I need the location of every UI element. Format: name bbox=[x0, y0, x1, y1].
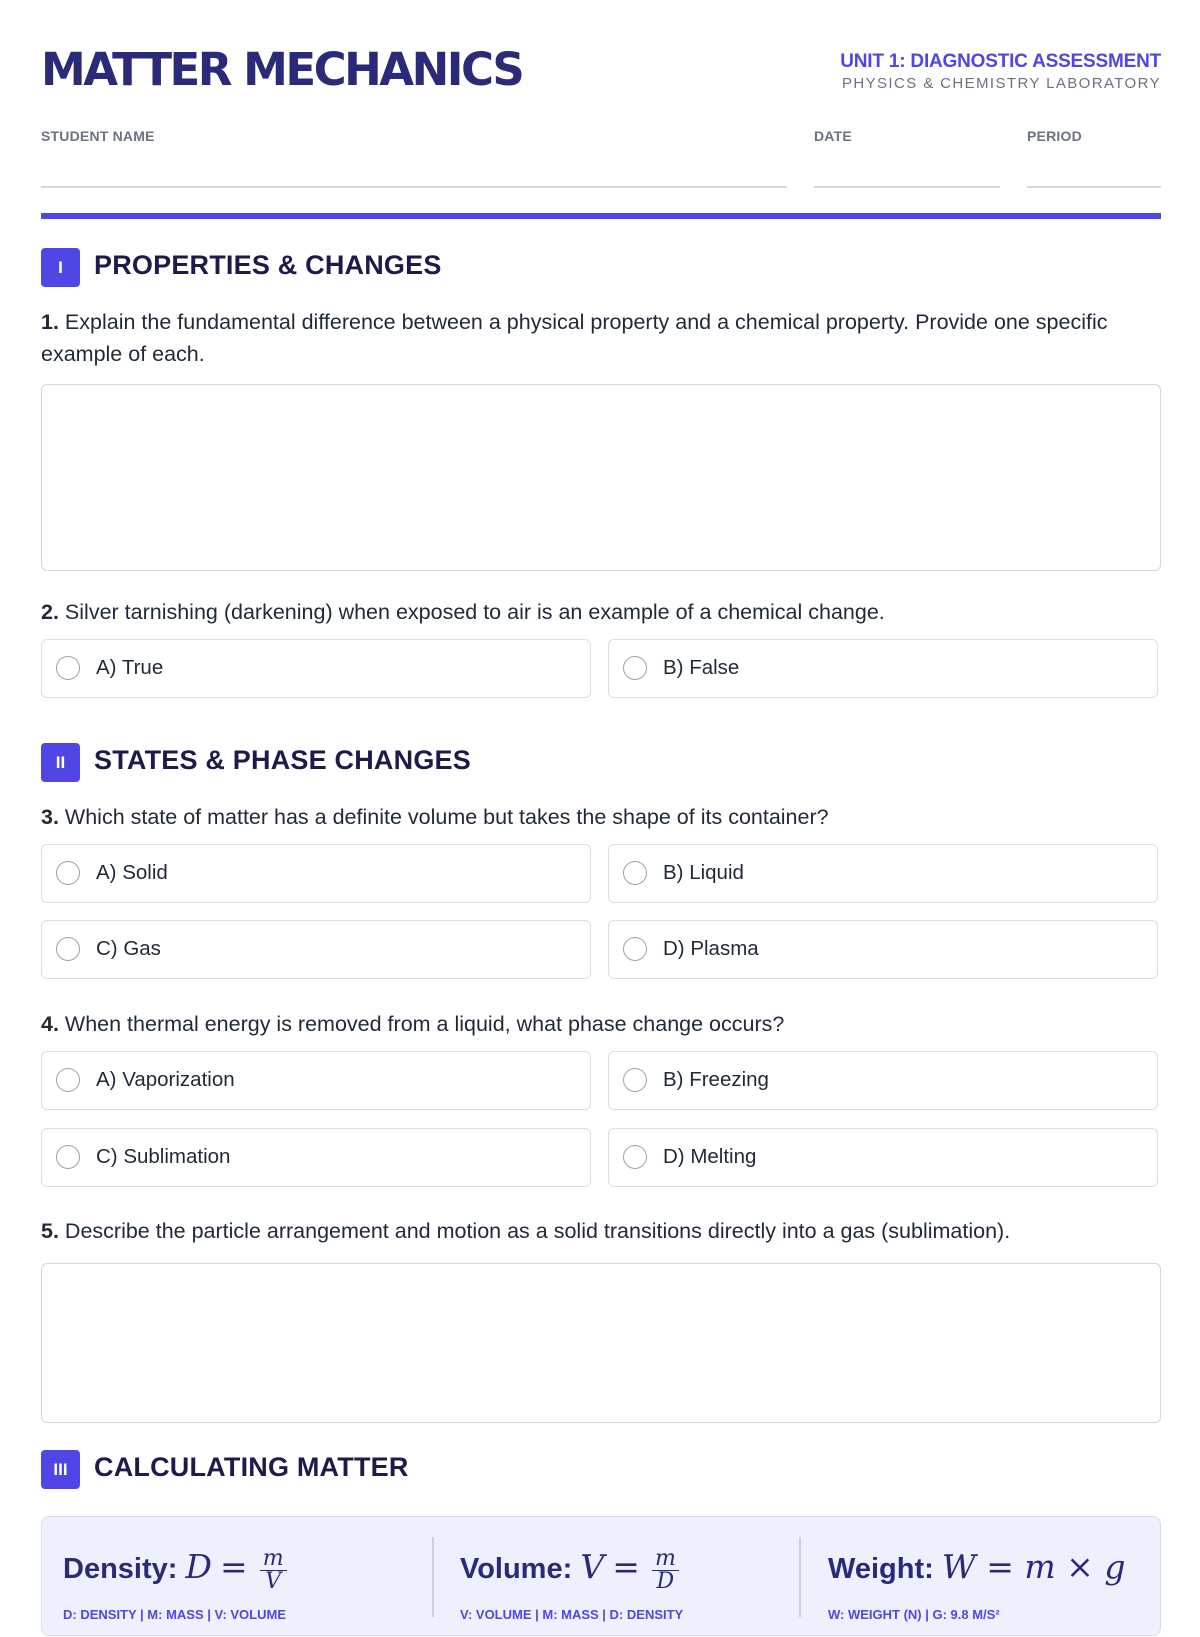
option-label: A) Vaporization bbox=[96, 1068, 235, 1091]
fraction-denominator: D bbox=[656, 1568, 675, 1594]
student-name-label: STUDENT NAME bbox=[41, 128, 155, 144]
student-info-fields bbox=[41, 110, 1161, 186]
date-field[interactable] bbox=[814, 128, 1000, 188]
formula-fraction bbox=[652, 1545, 679, 1594]
section-title: CALCULATING MATTER bbox=[94, 1452, 409, 1482]
fraction-numerator: m bbox=[652, 1548, 679, 1571]
fraction-numerator: m bbox=[260, 1548, 287, 1571]
option-label: B) False bbox=[663, 656, 740, 679]
student-name-field[interactable] bbox=[41, 128, 787, 188]
radio-button[interactable] bbox=[623, 1068, 647, 1092]
question-text: Silver tarnishing (darkening) when exposed to air is an example of a chemical change. bbox=[64, 600, 885, 624]
question-text: Describe the particle arrangement and motion as a solid transitions directly into a gas (sublimation). bbox=[64, 1219, 1011, 1243]
question-text: Which state of matter has a definite volume but takes the shape of its container? bbox=[64, 805, 829, 829]
question-number: 3. bbox=[41, 805, 59, 829]
answer-box-q5[interactable] bbox=[41, 1263, 1161, 1423]
course-subtitle: PHYSICS & CHEMISTRY LABORATORY bbox=[841, 75, 1161, 92]
question-4 bbox=[41, 1008, 1161, 1040]
fraction-denominator: V bbox=[265, 1568, 282, 1594]
formula-divider bbox=[432, 1537, 434, 1617]
radio-button[interactable] bbox=[56, 937, 80, 961]
formula-divider bbox=[799, 1537, 801, 1617]
question-text: Explain the fundamental difference between a physical property and a chemical property. Provide one specific example of each. bbox=[41, 310, 1108, 366]
formula-reference-panel bbox=[41, 1516, 1161, 1636]
section-title: PROPERTIES & CHANGES bbox=[94, 250, 442, 280]
question-number: 2. bbox=[41, 600, 59, 624]
radio-button[interactable] bbox=[56, 656, 80, 680]
q3-option-d[interactable] bbox=[608, 920, 1158, 979]
formula-legend: D: DENSITY | M: MASS | V: VOLUME bbox=[63, 1607, 286, 1622]
section-number-badge: III bbox=[41, 1450, 80, 1489]
radio-button[interactable] bbox=[623, 937, 647, 961]
formula-expression: W = m × g bbox=[941, 1547, 1126, 1586]
option-label: A) True bbox=[96, 656, 164, 679]
period-label: PERIOD bbox=[1027, 128, 1082, 144]
option-label: D) Melting bbox=[663, 1145, 757, 1168]
formula-label: Volume: bbox=[460, 1553, 573, 1585]
q4-option-b[interactable] bbox=[608, 1051, 1158, 1110]
worksheet-page bbox=[41, 0, 1161, 1622]
q3-option-b[interactable] bbox=[608, 844, 1158, 903]
radio-button[interactable] bbox=[56, 861, 80, 885]
radio-button[interactable] bbox=[623, 1145, 647, 1169]
date-label: DATE bbox=[814, 128, 852, 144]
question-number: 1. bbox=[41, 310, 59, 334]
header-divider bbox=[41, 213, 1161, 219]
unit-label: UNIT 1: DIAGNOSTIC ASSESSMENT bbox=[840, 51, 1161, 72]
option-label: D) Plasma bbox=[663, 937, 759, 960]
page-title: MATTER MECHANICS bbox=[41, 43, 523, 96]
formula-label: Weight: bbox=[828, 1553, 934, 1585]
section-number-badge: II bbox=[41, 743, 80, 782]
formula-label: Density: bbox=[63, 1553, 178, 1585]
formula-fraction bbox=[260, 1545, 287, 1594]
option-label: A) Solid bbox=[96, 861, 168, 884]
formula-equals: = bbox=[220, 1547, 248, 1586]
question-text: When thermal energy is removed from a liquid, what phase change occurs? bbox=[64, 1012, 785, 1036]
question-number: 5. bbox=[41, 1219, 59, 1243]
section-number-badge: I bbox=[41, 248, 80, 287]
question-5 bbox=[41, 1215, 1161, 1247]
radio-button[interactable] bbox=[56, 1145, 80, 1169]
q3-option-c[interactable] bbox=[41, 920, 591, 979]
option-label: C) Gas bbox=[96, 937, 161, 960]
q2-option-b[interactable] bbox=[608, 639, 1158, 698]
q2-option-a[interactable] bbox=[41, 639, 591, 698]
formula-legend: W: WEIGHT (N) | G: 9.8 M/S² bbox=[828, 1607, 1000, 1622]
formula-lhs: V bbox=[580, 1547, 605, 1586]
radio-button[interactable] bbox=[623, 861, 647, 885]
question-2 bbox=[41, 596, 1161, 628]
period-field[interactable] bbox=[1027, 128, 1161, 188]
q3-option-a[interactable] bbox=[41, 844, 591, 903]
formula-lhs: D bbox=[185, 1547, 212, 1586]
q4-option-a[interactable] bbox=[41, 1051, 591, 1110]
q4-option-c[interactable] bbox=[41, 1128, 591, 1187]
q4-option-d[interactable] bbox=[608, 1128, 1158, 1187]
option-label: B) Liquid bbox=[663, 861, 744, 884]
question-3 bbox=[41, 801, 1161, 833]
question-1 bbox=[41, 306, 1161, 370]
answer-box-q1[interactable] bbox=[41, 384, 1161, 571]
question-number: 4. bbox=[41, 1012, 59, 1036]
option-label: B) Freezing bbox=[663, 1068, 769, 1091]
radio-button[interactable] bbox=[623, 656, 647, 680]
option-label: C) Sublimation bbox=[96, 1145, 231, 1168]
section-title: STATES & PHASE CHANGES bbox=[94, 745, 471, 775]
radio-button[interactable] bbox=[56, 1068, 80, 1092]
formula-legend: V: VOLUME | M: MASS | D: DENSITY bbox=[460, 1607, 684, 1622]
formula-equals: = bbox=[612, 1547, 640, 1586]
header bbox=[41, 0, 1161, 110]
